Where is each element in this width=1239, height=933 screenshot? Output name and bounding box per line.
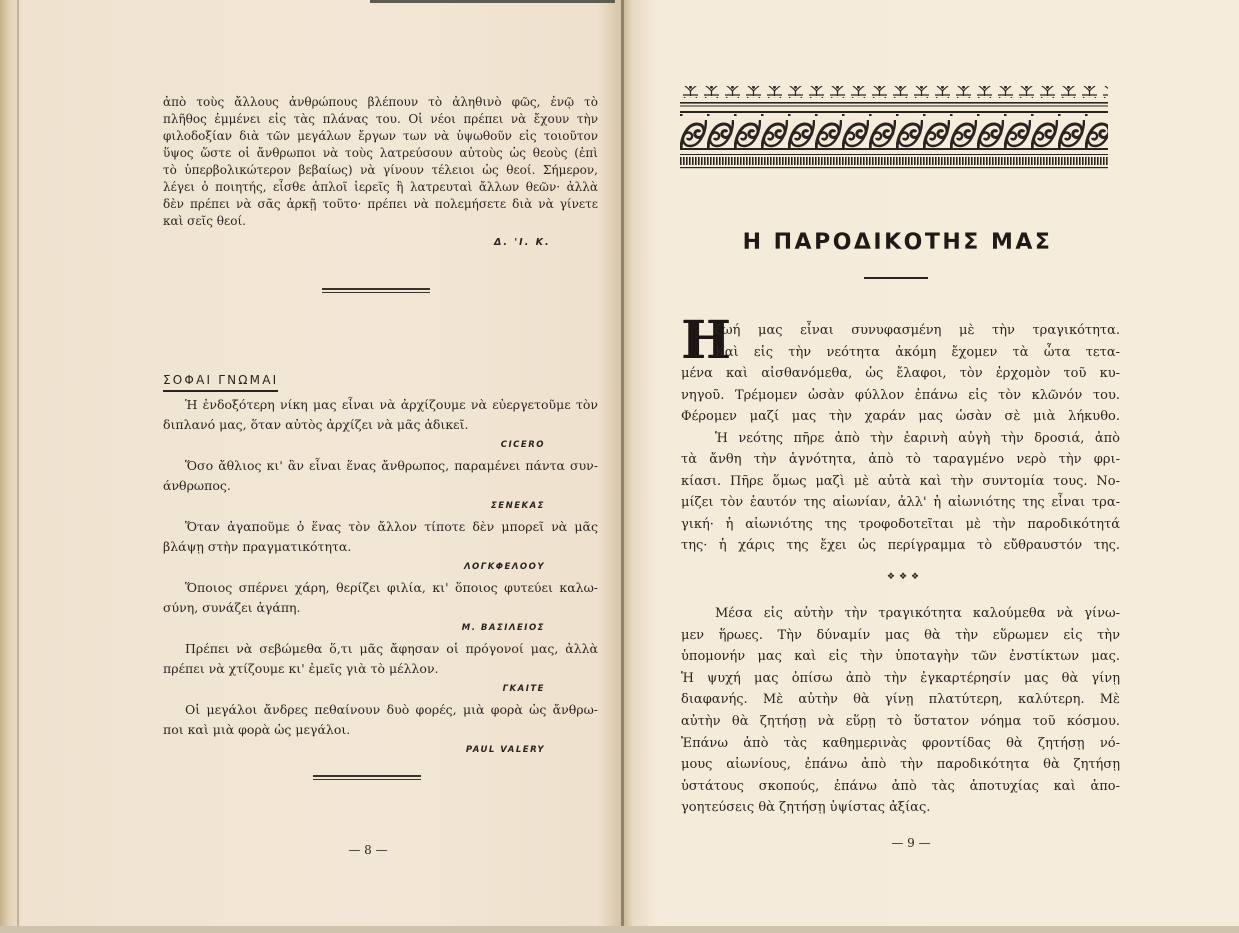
paragraph-line: ὑπομονήν μας καὶ εἰς τὴν ὑποταγὴν τῶν ἐνστίκτων μας. bbox=[681, 649, 1120, 665]
intro-line: πλῆθος ἐμμένει εἰς τὰς πλάνας του. Οἱ νέοι πρέπει νὰ ἔχουν τὴν bbox=[163, 112, 598, 126]
title-rule bbox=[864, 277, 928, 279]
quotes-list bbox=[163, 395, 598, 761]
quote-line: Οἱ μεγάλοι ἄνδρες πεθαίνουν δυὸ φορές, μιὰ φορὰ ὡς ἄνθρω- bbox=[185, 702, 598, 717]
intro-line: δὲν πρέπει νὰ σᾶς ἀρκῇ τοῦτο· πρέπει νὰ πολεμήσετε διὰ νὰ γίνετε bbox=[163, 197, 598, 211]
intro-line: λέγει ὁ ποιητής, εἶσθε ἁπλοῖ ἱερεῖς ἢ λατρευταὶ ἄλλων θεῶν· ἀλλὰ bbox=[163, 180, 598, 194]
ornament-hatch-row bbox=[680, 157, 1108, 165]
intro-paragraph bbox=[163, 94, 598, 230]
quote-item bbox=[163, 395, 598, 456]
paragraph-line: κίασι. Πῆρε ὅμως μαζὶ μὲ αὐτὰ καὶ τὴν συντομία τους. Νο- bbox=[681, 473, 1120, 489]
quote-line: Ὅποιος σπέρνει χάρη, θερίζει φιλία, κι' ὅποιος φυτεύει καλω- bbox=[185, 580, 598, 595]
article-body-bottom bbox=[681, 603, 1120, 819]
quote-item bbox=[163, 517, 598, 578]
right-page bbox=[624, 0, 1239, 926]
section-title: ΣΟΦΑΙ ΓΝΩΜΑΙ bbox=[163, 372, 278, 392]
paragraph-line: μένα καὶ αἰσθανόμεθα, ὡς ἔλαφοι, τὸν ἐρχομὸν τοῦ κυ- bbox=[681, 366, 1120, 381]
paragraph-line: Καὶ εἰς τὴν νεότητα ἀκόμη ἔχομεν τὰ ὦτα τετα- bbox=[715, 344, 1120, 360]
intro-line: ἀπὸ τοὺς ἄλλους ἀνθρώπους βλέπουν τὸ ἀληθινὸ φῶς, ἐνῷ τὸ bbox=[163, 95, 598, 109]
quote-item bbox=[163, 700, 598, 761]
quote-author: ΣΕΝΕΚΑΣ bbox=[490, 501, 545, 511]
page-number-right: — 9 — bbox=[891, 836, 931, 850]
paragraph-line: μους αἰωνίους, ἐπάνω ἀπὸ τὴν παροδικότητα θὰ ζητήσῃ bbox=[681, 757, 1120, 773]
closing-divider bbox=[313, 775, 421, 780]
paragraph-line: μίζει τὸν ἑαυτόν της αἰωνίαν, ἀλλ' ἡ αἰωνιότης της εἶναι τρα- bbox=[681, 495, 1120, 510]
left-page bbox=[0, 0, 622, 926]
quote-line: διπλανό μας, ὅταν αὐτὸς ἀρχίζει νὰ μᾶς ἀδικεῖ. bbox=[163, 417, 469, 432]
paragraph-line: ὑστάτους σκοπούς, ἐπάνω ἀπὸ τὰς ἀποτυχίας καὶ ἀπο- bbox=[681, 778, 1120, 794]
quote-author: ΓΚΑΙΤΕ bbox=[502, 684, 545, 694]
ornamental-header-band bbox=[680, 84, 1108, 172]
paragraph-line: Φέρομεν μαζί μας τὴν χαράν μας ὡσὰν σὲ μιὰ λήκυθο. bbox=[681, 409, 1120, 424]
paragraph-line: Μέσα εἰς αὐτὴν τὴν τραγικότητα καλούμεθα νὰ γίνω- bbox=[715, 606, 1120, 621]
article-title: Η ΠΑΡΟΔΙΚΟΤΗΣ ΜΑΣ bbox=[742, 230, 1053, 255]
drop-cap: Η bbox=[681, 310, 731, 371]
intro-line: φιλοδοξίαν διὰ τῶν μεγάλων ἔργων των νὰ ὑψωθοῦν εἰς τοιοῦτον bbox=[163, 129, 598, 143]
quote-line: πρέπει νὰ χτίζουμε κι' ἐμεῖς γιὰ τὸ μέλλον. bbox=[163, 661, 439, 676]
quote-item bbox=[163, 639, 598, 700]
quote-author: PAUL VALERY bbox=[465, 745, 545, 755]
quote-author: ΛΟΓΚΦΕΛΟΟΥ bbox=[463, 562, 545, 572]
intro-line: ὕψος ὥστε οἱ ἄνθρωποι νὰ τοὺς λατρεύσουν αὐτοὺς ὡς θεοὺς (ἐπὶ bbox=[163, 146, 598, 160]
quote-line: Πρέπει νὰ σεβώμεθα ὅ,τι μᾶς ἄφησαν οἱ πρόγονοί μας, ἀλλὰ bbox=[185, 641, 598, 656]
quote-line: ποι καὶ μιὰ φορὰ ὡς μεγάλοι. bbox=[163, 722, 351, 737]
quote-line: Ὅταν ἀγαποῦμε ὁ ἕνας τὸν ἄλλον τίποτε δὲν μπορεῖ νὰ μᾶς bbox=[185, 519, 598, 534]
cover-edge bbox=[370, 0, 615, 3]
page-number-left: — 8 — bbox=[348, 843, 388, 857]
article-body-top bbox=[681, 320, 1120, 557]
quote-author: Μ. ΒΑΣΙΛΕΙΟΣ bbox=[461, 623, 545, 633]
quote-line: σύνη, συνάζει ἀγάπη. bbox=[163, 600, 301, 615]
quote-line: άνθρωπος. bbox=[163, 478, 231, 493]
quote-line: Ὅσο ἄθλιος κι' ἂν εἶναι ἕνας ἄνθρωπος, παραμένει πάντα συν- bbox=[185, 458, 598, 473]
paragraph-line: ζωή μας εἶναι συνυφασμένη μὲ τὴν τραγικότητα. bbox=[715, 323, 1120, 338]
paragraph-line: της· ἡ χάρις της ἔχει ὡς περίγραμμα τὸ εὔθραυστόν της. bbox=[681, 538, 1120, 553]
ornament-sprig-row bbox=[680, 86, 1108, 98]
intro-line: καὶ σεῖς θεοί. bbox=[163, 214, 246, 228]
ornament-scroll-band bbox=[680, 114, 1108, 148]
quote-item bbox=[163, 456, 598, 517]
paragraph-line: μεν ἥρωες. Τὴν δύναμίν μας θὰ τὴν εὕρωμεν εἰς τὴν bbox=[681, 627, 1120, 643]
paragraph-line: γική· ἡ αἰωνιότης της τροφοδοτεῖται μὲ τὴν παροδικότητά bbox=[681, 516, 1120, 532]
paragraph-line: τὰ ἄνθη τὴν ἁγνότητα, ἀπὸ τὸ ταραγμένο νερὸ τὴν φρι- bbox=[681, 452, 1120, 467]
paragraph-line: Ἡ ψυχή μας ὀπίσω ἀπὸ τὴν ἐγκαρτέρησίν μας θὰ γίνῃ bbox=[681, 670, 1120, 686]
paragraph-line: νηγοῦ. Τρέμομεν ὡσὰν φύλλον ἐπάνω εἰς τὸν κλῶνόν του. bbox=[681, 387, 1120, 403]
intro-line: τὸ ὑπερβολικώτερον βεβαίως) νὰ γίνουν τέλειοι ὡς θεοί. Σήμερον, bbox=[163, 163, 598, 177]
section-separator: ❖❖❖ bbox=[886, 572, 924, 582]
paragraph-line: διαφανής. Μὲ αὐτὴν θὰ γίνῃ πλατύτερη, καλύτερη. Μὲ bbox=[681, 692, 1120, 708]
author-signature: Δ. 'Ι. Κ. bbox=[494, 237, 551, 248]
paragraph-line: αὐτὴν θὰ ζητήσῃ νὰ εὕρῃ τὸ ὕστατον νόημα τοῦ κόσμου. bbox=[681, 713, 1120, 729]
section-divider bbox=[322, 288, 430, 293]
quote-line: βλάψῃ στὴν πραγματικότητα. bbox=[163, 539, 352, 554]
paragraph-line: Ἐπάνω ἀπὸ τὰς καθημερινὰς φροντίδας θὰ ζητήσῃ νό- bbox=[681, 735, 1120, 751]
page-edge-shadow bbox=[17, 0, 19, 926]
quote-line: Ἡ ἐνδοξότερη νίκη μας εἶναι νὰ ἀρχίζουμε νὰ εὐεργετοῦμε τὸν bbox=[185, 397, 598, 412]
quote-item bbox=[163, 578, 598, 639]
paragraph-line: γοητεύσεις θὰ ζητήσῃ ὑψίστας ἀξίας. bbox=[681, 800, 931, 816]
quote-author: CICERO bbox=[500, 440, 545, 450]
paragraph-line: Ἡ νεότης πῆρε ἀπὸ τὴν ἐαρινὴ αὐγὴ τὴν δροσιά, ἀπὸ bbox=[715, 430, 1120, 446]
